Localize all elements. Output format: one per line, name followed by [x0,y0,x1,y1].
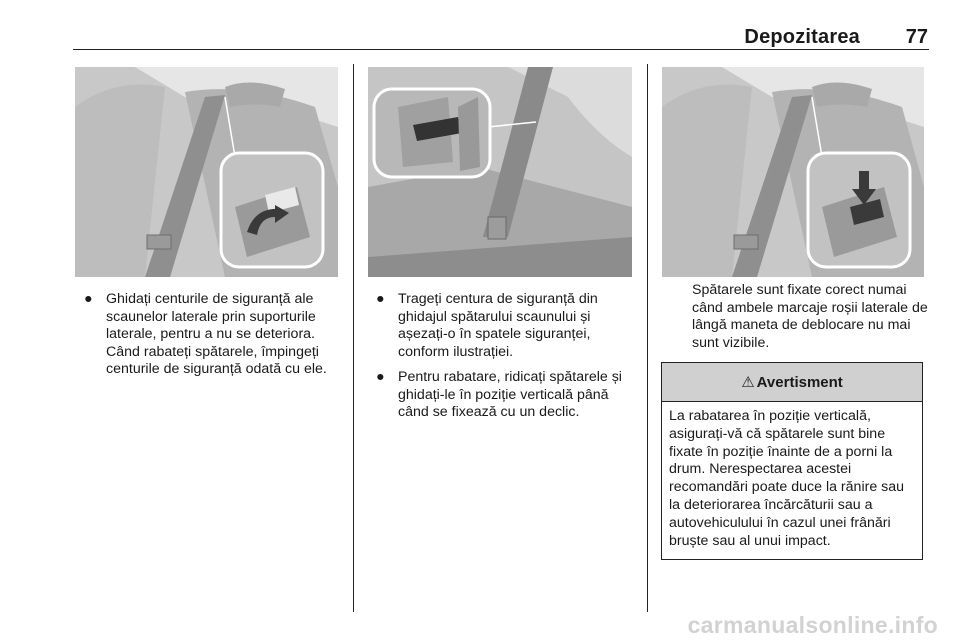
bullet-text: Trageți centura de siguranță din ghidajul spătarului scaunului și așezați-o în spatele siguranței, conform ilustrației. [398,291,598,360]
warning-box [661,362,923,560]
warning-body: La rabatarea în poziție verticală, asigurați-vă că spătarele sunt bine fixate în poziție înainte de a porni la drum. Nerespectarea acestei recomandări poate duce la rănire sau la deteriorarea încărcăturii sau a autovehiculului în cazul unei frânări bruște sau al unui impact. [669,408,905,549]
bullet-dot: ● [376,291,385,307]
figure-seatbelt-guide [368,67,632,277]
body-paragraph: Spătarele sunt fixate corect numai când ambele marcaje roșii laterale de lângă maneta de deblocare nu mai sunt vizibile. [692,282,928,351]
figure-seatback-locked-indicator [662,67,924,277]
figure-seatbelt-side-support [75,67,338,277]
column-divider [647,64,648,612]
column-divider [353,64,354,612]
page-number: 77 [905,26,928,48]
bullet-dot: ● [376,369,385,385]
header-rule [73,49,929,50]
warning-triangle-icon: ⚠ [741,374,755,391]
warning-title: Avertisment [756,373,843,391]
bullet-text: Pentru rabatare, ridicați spătarele și ghidați-le în poziție verticală până când se fixează cu un declic. [398,369,622,421]
warning-header [662,363,922,402]
bullet-dot: ● [84,291,93,307]
section-title: Depozitarea [744,26,860,48]
watermark: carmanualsonline.info [687,612,938,638]
bullet-text: Ghidați centurile de siguranță ale scaunelor laterale prin suporturile laterale, pentru a nu se deteriora. Când rabateți spătarele, împingeți centurile de siguranță odată cu ele. [106,291,327,378]
